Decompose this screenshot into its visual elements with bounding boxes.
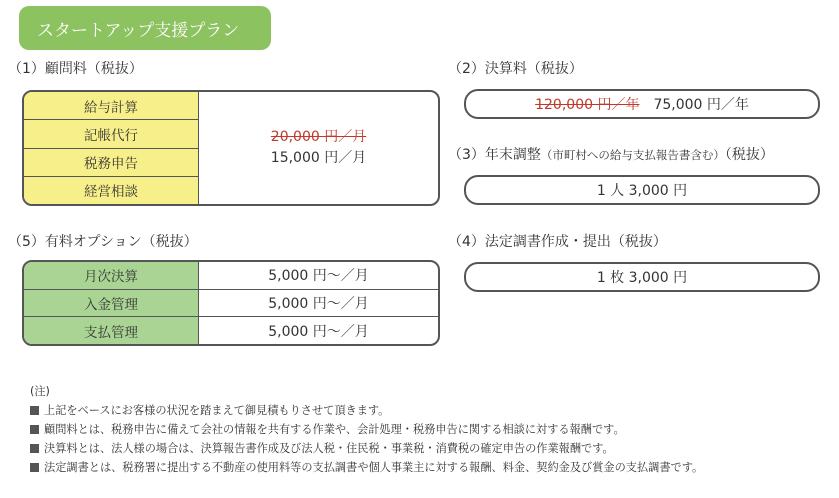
paid-options-table (22, 260, 440, 346)
square-bullet-icon (30, 406, 39, 415)
section-3-heading-tail: （税抜） (724, 147, 774, 163)
option-row (24, 262, 438, 290)
price: 1 枚 3,000 円 (596, 270, 688, 286)
old-price: 20,000 円／月 (270, 129, 367, 145)
statutory-report-box (464, 262, 820, 292)
square-bullet-icon (30, 463, 39, 472)
note-item (30, 401, 703, 420)
old-price: 120,000 円／年 (535, 97, 640, 113)
service-cell: 給与計算 (24, 92, 198, 120)
notes-label: (注) (30, 385, 50, 398)
service-cell: 経営相談 (24, 177, 198, 204)
notes (30, 382, 703, 477)
service-cell: 記帳代行 (24, 120, 198, 148)
option-row (24, 317, 438, 344)
advisory-fee-price (199, 92, 438, 204)
note-text: 顧問料とは、税務申告に備えて会社の情報を共有する作業や、会計処理・税務申告に関する相談に対する報酬です。 (44, 423, 625, 436)
price: 1 人 3,000 円 (596, 183, 688, 199)
note-item (30, 458, 703, 477)
option-row (24, 290, 438, 318)
service-cell: 税務申告 (24, 149, 198, 177)
note-text: 決算料とは、法人様の場合は、決算報告書作成及び法人税・住民税・事業税・消費税の確定申告の作業報酬です。 (44, 442, 614, 455)
new-price: 15,000 円／月 (270, 150, 367, 166)
option-label: 月次決算 (24, 262, 199, 289)
option-price: 5,000 円〜／月 (268, 296, 369, 312)
option-label: 支払管理 (24, 317, 199, 344)
section-1-heading: （1）顧問料（税抜） (8, 61, 143, 77)
square-bullet-icon (30, 444, 39, 453)
note-item (30, 420, 703, 439)
advisory-service-list (24, 92, 199, 204)
advisory-fee-table (22, 90, 440, 206)
option-label: 入金管理 (24, 290, 199, 317)
note-text: 上記をベースにお客様の状況を踏まえて御見積もりさせて頂きます。 (44, 404, 390, 417)
section-5-heading: （5）有料オプション（税抜） (8, 234, 198, 250)
new-price: 75,000 円／年 (653, 97, 749, 113)
page-title-text: スタートアップ支援プラン (37, 20, 240, 41)
settlement-fee-box (464, 89, 820, 119)
year-end-adjustment-box (464, 175, 820, 205)
section-4-heading: （4）法定調書作成・提出（税抜） (448, 234, 667, 250)
square-bullet-icon (30, 425, 39, 434)
page-title (19, 6, 271, 50)
section-3-heading-main: （3）年末調整 (448, 147, 541, 163)
section-3-heading-sub: （市町村への給与支払報告書含む） (540, 148, 725, 162)
note-item (30, 439, 703, 458)
section-3-heading (448, 144, 774, 164)
option-price: 5,000 円〜／月 (268, 268, 369, 285)
section-2-heading: （2）決算料（税抜） (448, 61, 583, 77)
note-text: 法定調書とは、税務署に提出する不動産の使用料等の支払調書や個人事業主に対する報酬、料金、契約金及び賞金の支払調書です。 (44, 461, 704, 474)
option-price: 5,000 円〜／月 (268, 323, 369, 340)
